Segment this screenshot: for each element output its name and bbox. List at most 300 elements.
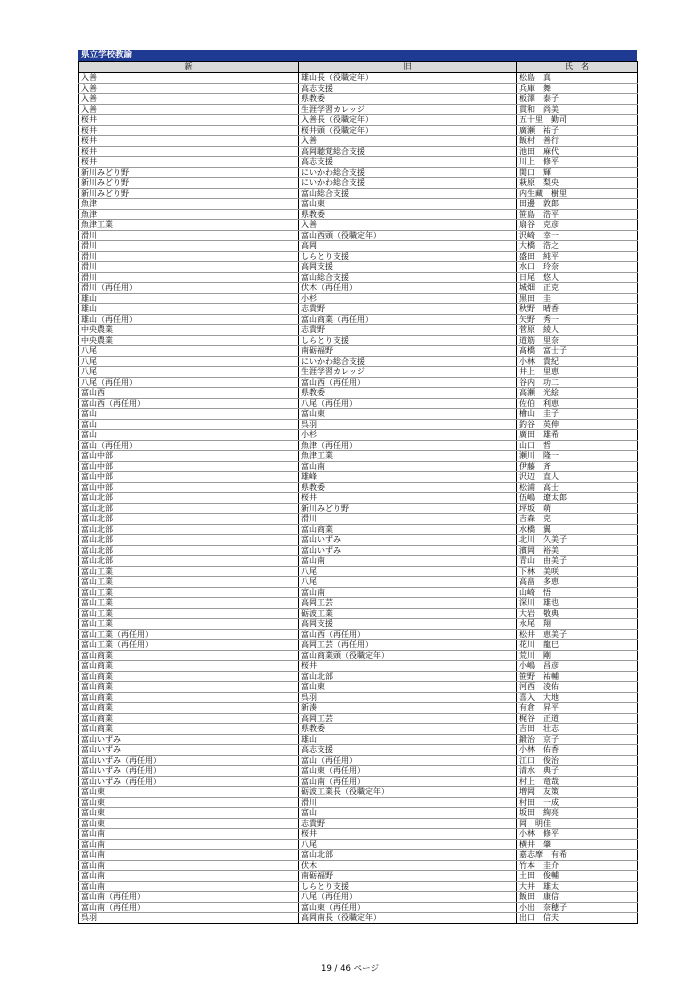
table-row bbox=[79, 251, 638, 262]
new-assignment-cell: 富山商業 bbox=[79, 692, 299, 703]
previous-assignment-cell: 伏木（再任用） bbox=[299, 283, 517, 294]
person-name-cell: 松井 恵美子 bbox=[517, 629, 638, 640]
table-row bbox=[79, 262, 638, 273]
person-name-cell: 永尾 翔 bbox=[517, 619, 638, 630]
table-row bbox=[79, 230, 638, 241]
new-assignment-cell: 富山中部 bbox=[79, 451, 299, 462]
previous-assignment-cell: 富山南（再任用） bbox=[299, 776, 517, 787]
person-name-cell: 飯村 善行 bbox=[517, 136, 638, 147]
table-row bbox=[79, 640, 638, 651]
new-assignment-cell: 桜井 bbox=[79, 157, 299, 168]
new-assignment-cell: 富山東 bbox=[79, 808, 299, 819]
new-assignment-cell: 富山工業 bbox=[79, 608, 299, 619]
previous-assignment-cell: 富山いずみ bbox=[299, 535, 517, 546]
new-assignment-cell: 富山商業 bbox=[79, 661, 299, 672]
previous-assignment-cell: 富山商業 bbox=[299, 524, 517, 535]
person-name-cell: 坂田 絢亮 bbox=[517, 808, 638, 819]
new-assignment-cell: 富山いずみ bbox=[79, 734, 299, 745]
table-row bbox=[79, 272, 638, 283]
new-assignment-cell: 富山工業 bbox=[79, 577, 299, 588]
person-name-cell: 高畠 多恵 bbox=[517, 577, 638, 588]
new-assignment-cell: 富山商業 bbox=[79, 724, 299, 735]
person-name-cell: 荒川 剛 bbox=[517, 650, 638, 661]
new-assignment-cell: 富山商業 bbox=[79, 682, 299, 693]
new-assignment-cell: 桜井 bbox=[79, 146, 299, 157]
table-row bbox=[79, 808, 638, 819]
previous-assignment-cell: 魚津工業 bbox=[299, 451, 517, 462]
previous-assignment-cell: 八尾 bbox=[299, 839, 517, 850]
new-assignment-cell: 富山西（再任用） bbox=[79, 398, 299, 409]
table-row bbox=[79, 472, 638, 483]
new-assignment-cell: 雄山 bbox=[79, 304, 299, 315]
person-name-cell: 村田 一成 bbox=[517, 797, 638, 808]
new-assignment-cell: 滑川 bbox=[79, 262, 299, 273]
table-row bbox=[79, 115, 638, 126]
previous-assignment-cell: 生涯学習カレッジ bbox=[299, 104, 517, 115]
previous-assignment-cell: 高岡工芸（再任用） bbox=[299, 640, 517, 651]
table-row bbox=[79, 871, 638, 882]
table-row bbox=[79, 493, 638, 504]
new-assignment-cell: 魚津工業 bbox=[79, 220, 299, 231]
previous-assignment-cell: 呉羽 bbox=[299, 692, 517, 703]
new-assignment-cell: 富山北部 bbox=[79, 556, 299, 567]
new-assignment-cell: 富山いずみ（再任用） bbox=[79, 755, 299, 766]
new-assignment-cell: 富山いずみ bbox=[79, 745, 299, 756]
previous-assignment-cell: 富山南 bbox=[299, 556, 517, 567]
previous-assignment-cell: 呉羽 bbox=[299, 419, 517, 430]
previous-assignment-cell: 魚津（再任用） bbox=[299, 440, 517, 451]
new-assignment-cell: 新川みどり野 bbox=[79, 167, 299, 178]
person-name-cell: 嘉志摩 有希 bbox=[517, 850, 638, 861]
table-row bbox=[79, 125, 638, 136]
new-assignment-cell: 富山商業 bbox=[79, 671, 299, 682]
column-header-name: 氏 名 bbox=[517, 62, 638, 73]
table-row bbox=[79, 566, 638, 577]
table-row bbox=[79, 409, 638, 420]
new-assignment-cell: 八尾（再任用） bbox=[79, 377, 299, 388]
person-name-cell: 大橋 浩之 bbox=[517, 241, 638, 252]
table-row bbox=[79, 755, 638, 766]
person-name-cell: 清水 典子 bbox=[517, 766, 638, 777]
table-row bbox=[79, 157, 638, 168]
table-row bbox=[79, 692, 638, 703]
person-name-cell: 出口 信夫 bbox=[517, 913, 638, 924]
person-name-cell: 村上 竜哉 bbox=[517, 776, 638, 787]
new-assignment-cell: 入善 bbox=[79, 94, 299, 105]
previous-assignment-cell: 富山商業（再任用） bbox=[299, 314, 517, 325]
previous-assignment-cell: 滑川 bbox=[299, 514, 517, 525]
person-name-cell: 水橋 翼 bbox=[517, 524, 638, 535]
person-name-cell: 菅原 綾人 bbox=[517, 325, 638, 336]
person-name-cell: 小林 修平 bbox=[517, 829, 638, 840]
person-name-cell: 下林 美咲 bbox=[517, 566, 638, 577]
previous-assignment-cell: 高岡工芸 bbox=[299, 598, 517, 609]
table-row bbox=[79, 440, 638, 451]
new-assignment-cell: 富山商業 bbox=[79, 703, 299, 714]
new-assignment-cell: 滑川 bbox=[79, 272, 299, 283]
new-assignment-cell: 富山東 bbox=[79, 797, 299, 808]
person-name-cell: 川上 修平 bbox=[517, 157, 638, 168]
table-row bbox=[79, 535, 638, 546]
previous-assignment-cell: 八尾 bbox=[299, 577, 517, 588]
table-row bbox=[79, 304, 638, 315]
previous-assignment-cell: しらとり支援 bbox=[299, 335, 517, 346]
table-row bbox=[79, 682, 638, 693]
new-assignment-cell: 富山北部 bbox=[79, 545, 299, 556]
person-name-cell: 竹本 圭介 bbox=[517, 860, 638, 871]
new-assignment-cell: 入善 bbox=[79, 104, 299, 115]
new-assignment-cell: 富山北部 bbox=[79, 535, 299, 546]
previous-assignment-cell: 入善長（役職定年） bbox=[299, 115, 517, 126]
previous-assignment-cell: 富山総合支援 bbox=[299, 272, 517, 283]
previous-assignment-cell: にいかわ総合支援 bbox=[299, 167, 517, 178]
table-row bbox=[79, 83, 638, 94]
new-assignment-cell: 富山商業 bbox=[79, 713, 299, 724]
table-row bbox=[79, 650, 638, 661]
previous-assignment-cell: 八尾（再任用） bbox=[299, 892, 517, 903]
table-row bbox=[79, 430, 638, 441]
new-assignment-cell: 富山中部 bbox=[79, 472, 299, 483]
table-row bbox=[79, 199, 638, 210]
table-row bbox=[79, 524, 638, 535]
table-row bbox=[79, 577, 638, 588]
table-row bbox=[79, 220, 638, 231]
table-row bbox=[79, 335, 638, 346]
new-assignment-cell: 桜井 bbox=[79, 115, 299, 126]
new-assignment-cell: 富山中部 bbox=[79, 461, 299, 472]
personnel-sheet bbox=[78, 50, 637, 924]
person-name-cell: 土田 俊輔 bbox=[517, 871, 638, 882]
previous-assignment-cell: 八尾（再任用） bbox=[299, 398, 517, 409]
table-row bbox=[79, 829, 638, 840]
table-row bbox=[79, 451, 638, 462]
section-title: 県立学校教諭 bbox=[78, 50, 637, 61]
previous-assignment-cell: 高岡 bbox=[299, 241, 517, 252]
person-name-cell: 兵庫 舞 bbox=[517, 83, 638, 94]
person-name-cell: 沢辺 直人 bbox=[517, 472, 638, 483]
person-name-cell: 梶谷 正道 bbox=[517, 713, 638, 724]
previous-assignment-cell: にいかわ総合支援 bbox=[299, 178, 517, 189]
table-row bbox=[79, 703, 638, 714]
person-name-cell: 黒田 圭 bbox=[517, 293, 638, 304]
new-assignment-cell: 富山南 bbox=[79, 881, 299, 892]
table-row bbox=[79, 209, 638, 220]
previous-assignment-cell: 県教委 bbox=[299, 724, 517, 735]
person-name-cell: 盛田 純平 bbox=[517, 251, 638, 262]
person-name-cell: 大井 雄太 bbox=[517, 881, 638, 892]
new-assignment-cell: 富山西 bbox=[79, 388, 299, 399]
previous-assignment-cell: 桜井 bbox=[299, 661, 517, 672]
new-assignment-cell: 富山工業 bbox=[79, 587, 299, 598]
previous-assignment-cell: 富山いずみ bbox=[299, 545, 517, 556]
previous-assignment-cell: 富山東（再任用） bbox=[299, 902, 517, 913]
table-row bbox=[79, 556, 638, 567]
person-name-cell: 矢野 秀一 bbox=[517, 314, 638, 325]
person-name-cell: 伊藤 斉 bbox=[517, 461, 638, 472]
previous-assignment-cell: 富山（再任用） bbox=[299, 755, 517, 766]
person-name-cell: 貫和 尚美 bbox=[517, 104, 638, 115]
table-row bbox=[79, 482, 638, 493]
table-row bbox=[79, 787, 638, 798]
previous-assignment-cell: 入善 bbox=[299, 136, 517, 147]
previous-assignment-cell: 志貴野 bbox=[299, 325, 517, 336]
table-row bbox=[79, 293, 638, 304]
previous-assignment-cell: 伏木 bbox=[299, 860, 517, 871]
person-name-cell: 吉田 壮志 bbox=[517, 724, 638, 735]
new-assignment-cell: 呉羽 bbox=[79, 913, 299, 924]
table-row bbox=[79, 514, 638, 525]
table-row bbox=[79, 377, 638, 388]
previous-assignment-cell: 富山 bbox=[299, 808, 517, 819]
new-assignment-cell: 富山南 bbox=[79, 860, 299, 871]
table-row bbox=[79, 608, 638, 619]
table-row bbox=[79, 724, 638, 735]
person-name-cell: 佐伯 利恵 bbox=[517, 398, 638, 409]
person-name-cell: 深川 雄也 bbox=[517, 598, 638, 609]
new-assignment-cell: 富山南 bbox=[79, 850, 299, 861]
new-assignment-cell: 富山商業 bbox=[79, 650, 299, 661]
new-assignment-cell: 桜井 bbox=[79, 125, 299, 136]
person-name-cell: 高瀬 光絵 bbox=[517, 388, 638, 399]
table-row bbox=[79, 671, 638, 682]
previous-assignment-cell: 富山南 bbox=[299, 461, 517, 472]
previous-assignment-cell: 富山商業頭（役職定年） bbox=[299, 650, 517, 661]
new-assignment-cell: 富山中部 bbox=[79, 482, 299, 493]
person-name-cell: 横井 肇 bbox=[517, 839, 638, 850]
table-row bbox=[79, 94, 638, 105]
new-assignment-cell: 雄山 bbox=[79, 293, 299, 304]
table-row bbox=[79, 745, 638, 756]
new-assignment-cell: 富山東 bbox=[79, 818, 299, 829]
person-name-cell: 小林 貴紀 bbox=[517, 356, 638, 367]
table-row bbox=[79, 188, 638, 199]
person-name-cell: 小林 佑香 bbox=[517, 745, 638, 756]
person-name-cell: 北川 久美子 bbox=[517, 535, 638, 546]
person-name-cell: 水口 玲奈 bbox=[517, 262, 638, 273]
person-name-cell: 有倉 昇平 bbox=[517, 703, 638, 714]
new-assignment-cell: 富山南（再任用） bbox=[79, 902, 299, 913]
previous-assignment-cell: 高岡工芸 bbox=[299, 713, 517, 724]
person-name-cell: 小出 奈穂子 bbox=[517, 902, 638, 913]
new-assignment-cell: 桜井 bbox=[79, 136, 299, 147]
table-row bbox=[79, 587, 638, 598]
new-assignment-cell: 富山工業（再任用） bbox=[79, 629, 299, 640]
person-name-cell: 山口 哲 bbox=[517, 440, 638, 451]
column-header-new: 新 bbox=[79, 62, 299, 73]
table-row bbox=[79, 325, 638, 336]
new-assignment-cell: 滑川（再任用） bbox=[79, 283, 299, 294]
person-name-cell: 板澤 泰子 bbox=[517, 94, 638, 105]
person-name-cell: 伍嶋 遼太郎 bbox=[517, 493, 638, 504]
previous-assignment-cell: 志貴野 bbox=[299, 818, 517, 829]
table-row bbox=[79, 146, 638, 157]
table-row bbox=[79, 598, 638, 609]
table-row bbox=[79, 167, 638, 178]
new-assignment-cell: 入善 bbox=[79, 83, 299, 94]
table-row bbox=[79, 850, 638, 861]
person-name-cell: 田邊 敦郎 bbox=[517, 199, 638, 210]
previous-assignment-cell: 富山東 bbox=[299, 199, 517, 210]
previous-assignment-cell: 富山西頭（役職定年） bbox=[299, 230, 517, 241]
table-row bbox=[79, 661, 638, 672]
table-row bbox=[79, 178, 638, 189]
new-assignment-cell: 中央農業 bbox=[79, 335, 299, 346]
table-header-row bbox=[79, 62, 638, 73]
table-row bbox=[79, 860, 638, 871]
previous-assignment-cell: 高志支援 bbox=[299, 157, 517, 168]
new-assignment-cell: 八尾 bbox=[79, 356, 299, 367]
table-row bbox=[79, 881, 638, 892]
previous-assignment-cell: 新川みどり野 bbox=[299, 503, 517, 514]
person-name-cell: 大岩 敬典 bbox=[517, 608, 638, 619]
table-row bbox=[79, 283, 638, 294]
previous-assignment-cell: 富山西（再任用） bbox=[299, 629, 517, 640]
table-row bbox=[79, 503, 638, 514]
previous-assignment-cell: 富山南 bbox=[299, 587, 517, 598]
new-assignment-cell: 中央農業 bbox=[79, 325, 299, 336]
table-row bbox=[79, 619, 638, 630]
person-name-cell: 鍛治 京子 bbox=[517, 734, 638, 745]
previous-assignment-cell: 高岡南長（役職定年） bbox=[299, 913, 517, 924]
person-name-cell: 廣田 雄希 bbox=[517, 430, 638, 441]
table-row bbox=[79, 314, 638, 325]
table-row bbox=[79, 902, 638, 913]
previous-assignment-cell: 小杉 bbox=[299, 293, 517, 304]
table-row bbox=[79, 73, 638, 84]
previous-assignment-cell: 滑川 bbox=[299, 797, 517, 808]
previous-assignment-cell: 富山総合支援 bbox=[299, 188, 517, 199]
table-body bbox=[79, 73, 638, 924]
person-name-cell: 日尾 悠人 bbox=[517, 272, 638, 283]
new-assignment-cell: 雄山（再任用） bbox=[79, 314, 299, 325]
previous-assignment-cell: 雄山長（役職定年） bbox=[299, 73, 517, 84]
previous-assignment-cell: 高志支援 bbox=[299, 83, 517, 94]
previous-assignment-cell: 高志支援 bbox=[299, 745, 517, 756]
previous-assignment-cell: 県教委 bbox=[299, 388, 517, 399]
table-row bbox=[79, 346, 638, 357]
previous-assignment-cell: 小杉 bbox=[299, 430, 517, 441]
table-row bbox=[79, 818, 638, 829]
table-row bbox=[79, 545, 638, 556]
new-assignment-cell: 富山工業 bbox=[79, 598, 299, 609]
previous-assignment-cell: 雄峰 bbox=[299, 472, 517, 483]
previous-assignment-cell: 富山西（再任用） bbox=[299, 377, 517, 388]
table-row bbox=[79, 766, 638, 777]
person-name-cell: 松島 真 bbox=[517, 73, 638, 84]
previous-assignment-cell: 南砺福野 bbox=[299, 871, 517, 882]
previous-assignment-cell: 桜井頭（役職定年） bbox=[299, 125, 517, 136]
new-assignment-cell: 富山東 bbox=[79, 787, 299, 798]
table-row bbox=[79, 388, 638, 399]
previous-assignment-cell: 桜井 bbox=[299, 829, 517, 840]
new-assignment-cell: 魚津 bbox=[79, 199, 299, 210]
table-row bbox=[79, 713, 638, 724]
new-assignment-cell: 富山（再任用） bbox=[79, 440, 299, 451]
previous-assignment-cell: 富山東（再任用） bbox=[299, 766, 517, 777]
previous-assignment-cell: 県教委 bbox=[299, 94, 517, 105]
new-assignment-cell: 滑川 bbox=[79, 241, 299, 252]
previous-assignment-cell: 富山北部 bbox=[299, 671, 517, 682]
table-row bbox=[79, 913, 638, 924]
person-name-cell: 髙橋 富士子 bbox=[517, 346, 638, 357]
new-assignment-cell: 富山北部 bbox=[79, 503, 299, 514]
person-name-cell: 城畑 正克 bbox=[517, 283, 638, 294]
new-assignment-cell: 富山 bbox=[79, 409, 299, 420]
person-name-cell: 五十里 勤司 bbox=[517, 115, 638, 126]
previous-assignment-cell: 高岡聴覚総合支援 bbox=[299, 146, 517, 157]
new-assignment-cell: 富山工業（再任用） bbox=[79, 640, 299, 651]
new-assignment-cell: 富山北部 bbox=[79, 514, 299, 525]
new-assignment-cell: 富山南（再任用） bbox=[79, 892, 299, 903]
previous-assignment-cell: 砺波工業長（役職定年） bbox=[299, 787, 517, 798]
person-name-cell: 瀬川 隆一 bbox=[517, 451, 638, 462]
person-name-cell: 小嶋 昌彦 bbox=[517, 661, 638, 672]
new-assignment-cell: 富山南 bbox=[79, 829, 299, 840]
new-assignment-cell: 富山北部 bbox=[79, 493, 299, 504]
person-name-cell: 萩原 梨央 bbox=[517, 178, 638, 189]
person-name-cell: 井上 里恵 bbox=[517, 367, 638, 378]
new-assignment-cell: 新川みどり野 bbox=[79, 178, 299, 189]
person-name-cell: 飯田 康信 bbox=[517, 892, 638, 903]
person-name-cell: 江口 俊治 bbox=[517, 755, 638, 766]
previous-assignment-cell: 富山東 bbox=[299, 682, 517, 693]
person-name-cell: 喜入 大地 bbox=[517, 692, 638, 703]
table-row bbox=[79, 367, 638, 378]
person-name-cell: 内生藏 樹里 bbox=[517, 188, 638, 199]
new-assignment-cell: 富山北部 bbox=[79, 524, 299, 535]
person-name-cell: 岡 明佳 bbox=[517, 818, 638, 829]
person-name-cell: 関口 輝 bbox=[517, 167, 638, 178]
previous-assignment-cell: 桜井 bbox=[299, 493, 517, 504]
previous-assignment-cell: 高岡支援 bbox=[299, 262, 517, 273]
column-header-old: 旧 bbox=[299, 62, 517, 73]
table-row bbox=[79, 104, 638, 115]
person-name-cell: 秋野 晴香 bbox=[517, 304, 638, 315]
new-assignment-cell: 富山いずみ（再任用） bbox=[79, 776, 299, 787]
new-assignment-cell: 滑川 bbox=[79, 230, 299, 241]
personnel-table bbox=[78, 61, 638, 924]
person-name-cell: 松浦 高士 bbox=[517, 482, 638, 493]
person-name-cell: 池田 麻代 bbox=[517, 146, 638, 157]
new-assignment-cell: 富山いずみ（再任用） bbox=[79, 766, 299, 777]
table-row bbox=[79, 136, 638, 147]
new-assignment-cell: 新川みどり野 bbox=[79, 188, 299, 199]
table-row bbox=[79, 356, 638, 367]
table-row bbox=[79, 461, 638, 472]
person-name-cell: 吉森 克 bbox=[517, 514, 638, 525]
person-name-cell: 沢崎 幸一 bbox=[517, 230, 638, 241]
person-name-cell: 河西 凌佑 bbox=[517, 682, 638, 693]
person-name-cell: 檜山 圭子 bbox=[517, 409, 638, 420]
person-name-cell: 花川 龍巳 bbox=[517, 640, 638, 651]
person-name-cell: 谷内 功二 bbox=[517, 377, 638, 388]
previous-assignment-cell: 八尾 bbox=[299, 566, 517, 577]
person-name-cell: 扇谷 克彦 bbox=[517, 220, 638, 231]
new-assignment-cell: 八尾 bbox=[79, 367, 299, 378]
person-name-cell: 笹野 祐輔 bbox=[517, 671, 638, 682]
previous-assignment-cell: 南砺福野 bbox=[299, 346, 517, 357]
table-row bbox=[79, 241, 638, 252]
person-name-cell: 笹島 浩平 bbox=[517, 209, 638, 220]
table-row bbox=[79, 734, 638, 745]
previous-assignment-cell: にいかわ総合支援 bbox=[299, 356, 517, 367]
table-row bbox=[79, 629, 638, 640]
person-name-cell: 青山 由美子 bbox=[517, 556, 638, 567]
previous-assignment-cell: 入善 bbox=[299, 220, 517, 231]
person-name-cell: 山崎 悟 bbox=[517, 587, 638, 598]
previous-assignment-cell: 生涯学習カレッジ bbox=[299, 367, 517, 378]
page-number: 19 / 46 ページ bbox=[321, 964, 379, 974]
